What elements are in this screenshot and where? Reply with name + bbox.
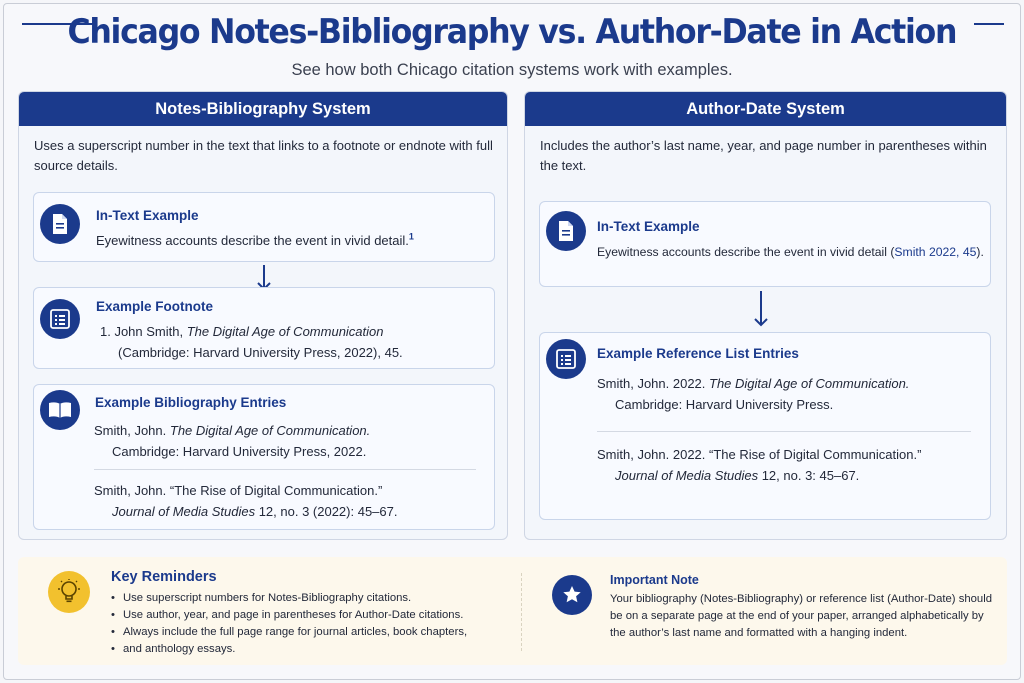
nb-intext-title: In-Text Example: [96, 208, 199, 223]
notes-bibliography-panel: [18, 91, 508, 540]
ad-ref-entry-2-details: 12, no. 3: 45–67.: [758, 468, 860, 483]
important-note-title: Important Note: [610, 573, 699, 587]
ad-intext-text: Eyewitness accounts describe the event in vivid detail (: [597, 245, 895, 259]
reminder-item: • Use superscript numbers for Notes-Bibliography citations.: [111, 590, 467, 607]
ad-ref-entry-2-line-2: [597, 465, 921, 486]
nb-intext-text: Eyewitness accounts describe the event in vivid detail.: [96, 233, 409, 248]
ad-intext-closing: ).: [976, 245, 984, 259]
ad-ref-entry-1-author: Smith, John. 2022.: [597, 376, 710, 391]
important-note-text: Your bibliography (Notes-Bibliography) or reference list (Author-Date) should be on a separate page at the end of your paper, arranged alphabetically by the author’s last name and formatted with a hanging indent.: [610, 593, 992, 639]
notes-bibliography-heading: Notes-Bibliography System: [19, 92, 507, 126]
reminder-item-continued: • and anthology essays.: [111, 641, 467, 658]
nb-bibliography-title: Example Bibliography Entries: [95, 395, 287, 410]
ad-ref-journal: Journal of Media Studies: [615, 468, 759, 483]
arrow-down-icon: [753, 290, 769, 328]
nb-intext-card: [33, 192, 495, 262]
reminders-title: Key Reminders: [111, 569, 217, 585]
ad-reference-entry-1: [597, 373, 909, 415]
nb-bib-entry-2-line-2: [94, 501, 397, 522]
document-icon: [40, 204, 80, 244]
ad-reference-entry-2: [597, 444, 921, 486]
entry-divider: [597, 431, 971, 432]
nb-footnote-book-title: The Digital Age of Communication: [186, 324, 384, 339]
ad-reference-card: [539, 332, 991, 520]
author-date-heading: Author-Date System: [525, 92, 1006, 126]
notes-bibliography-description: Uses a superscript number in the text that links to a footnote or endnote with full source details.: [34, 138, 493, 173]
nb-footnote-text: [100, 321, 403, 363]
reminders-list: [111, 590, 467, 658]
nb-bibliography-entry-1: [94, 420, 370, 462]
nb-bib-entry-1-line-2: Cambridge: Harvard University Press, 2022.: [112, 444, 367, 459]
nb-bib-entry-2-line-1: Smith, John. “The Rise of Digital Communication.”: [94, 483, 383, 498]
ad-ref-entry-2-line-1: Smith, John. 2022. “The Rise of Digital Communication.”: [597, 447, 922, 462]
ad-ref-entry-1-line-2: Cambridge: Harvard University Press.: [615, 397, 834, 412]
lightbulb-icon: [48, 571, 90, 613]
ad-intext-card: [539, 201, 991, 287]
nb-bibliography-entry-2: [94, 480, 397, 522]
nb-bib-entry-1-author: Smith, John.: [94, 423, 170, 438]
nb-intext-sentence: [96, 230, 414, 251]
page-title: Chicago Notes-Bibliography vs. Author-Date in Action: [67, 12, 957, 52]
nb-bib-entry-1-title: The Digital Age of Communication.: [169, 423, 371, 438]
author-date-description: Includes the author’s last name, year, and page number in parentheses within the text.: [540, 138, 987, 173]
reminder-item: • Always include the full page range for journal articles, book chapters,: [111, 624, 467, 641]
reminder-item: • Use author, year, and page in parentheses for Author-Date citations.: [111, 607, 467, 624]
footnote-superscript: 1: [408, 231, 414, 242]
author-date-panel: [524, 91, 1007, 540]
ad-intext-title: In-Text Example: [597, 219, 700, 234]
nb-footnote-prefix: 1. John Smith,: [100, 324, 187, 339]
list-icon: [546, 339, 586, 379]
star-icon: [552, 575, 592, 615]
document-icon: [546, 211, 586, 251]
ad-ref-entry-1-line-1: [597, 373, 909, 394]
list-icon: [40, 299, 80, 339]
nb-bib-entry-1-line-1: [94, 420, 370, 441]
page-subtitle: See how both Chicago citation systems work with examples.: [291, 61, 733, 79]
nb-bib-entry-2-details: 12, no. 3 (2022): 45–67.: [255, 504, 398, 519]
nb-footnote-line-2: (Cambridge: Harvard University Press, 2022), 45.: [118, 345, 403, 360]
title-decoration-right: [974, 23, 1004, 25]
entry-divider: [94, 469, 476, 470]
title-row: [0, 8, 1024, 56]
open-book-icon: [40, 390, 80, 430]
ad-intext-sentence: [597, 242, 984, 263]
nb-footnote-card: [33, 287, 495, 369]
nb-footnote-line-1: [100, 321, 403, 342]
reminders-section: [18, 557, 1007, 665]
nb-bibliography-card: [33, 384, 495, 530]
section-divider: [521, 573, 522, 651]
ad-reference-title: Example Reference List Entries: [597, 346, 799, 361]
parenthetical-citation: Smith 2022, 45: [894, 245, 977, 259]
ad-ref-entry-1-title: The Digital Age of Communication.: [709, 376, 910, 391]
nb-bib-journal: Journal of Media Studies: [112, 504, 256, 519]
nb-footnote-title: Example Footnote: [96, 299, 214, 314]
